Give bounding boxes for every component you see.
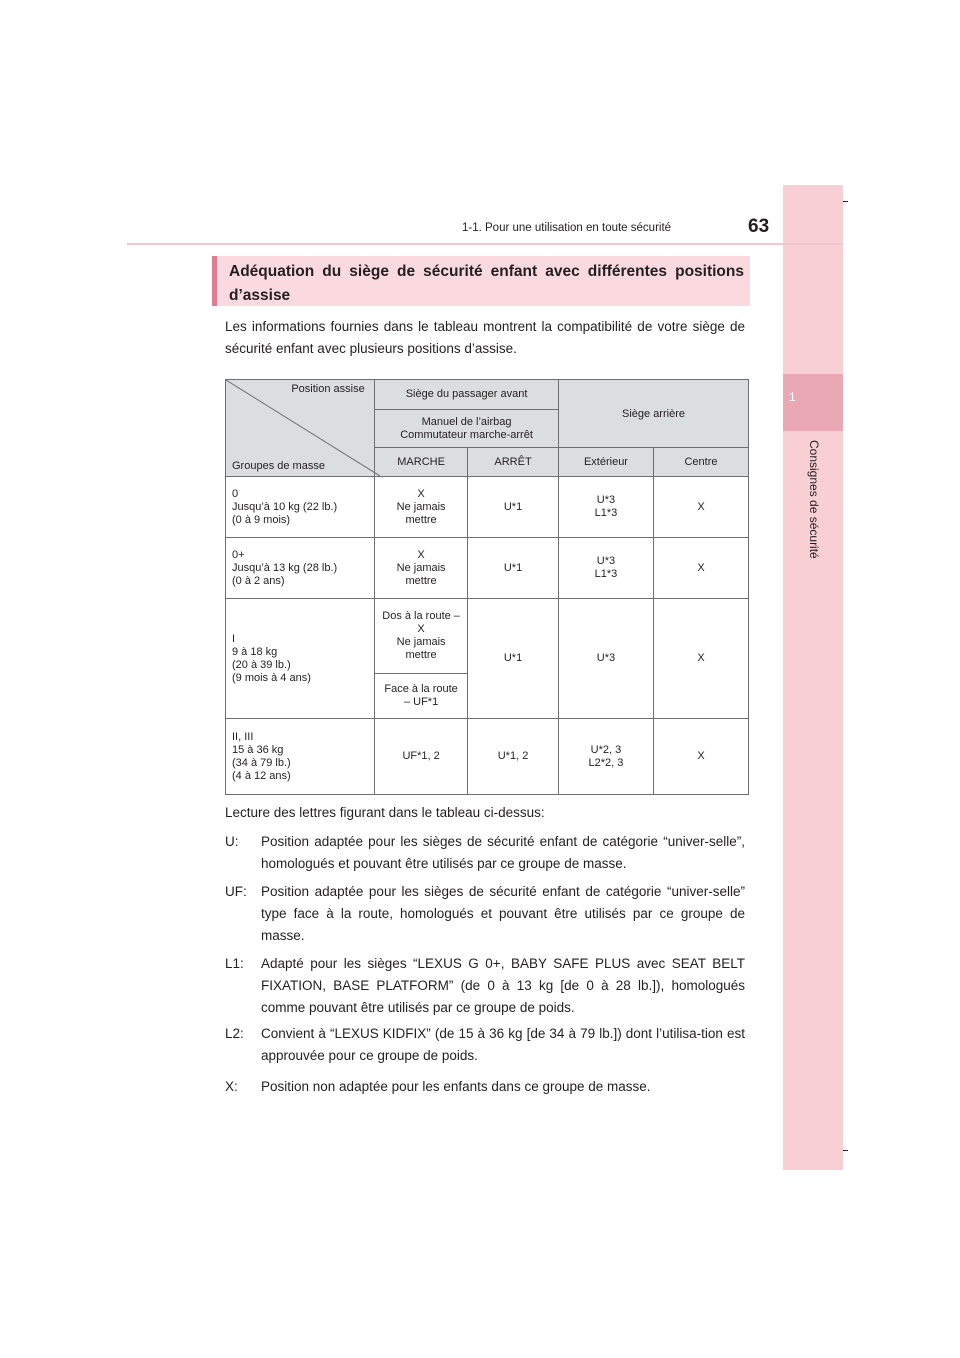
arret-cell: U*1: [468, 477, 559, 538]
group-age: (4 à 12 ans): [232, 769, 291, 782]
legend-item-l2: [225, 1023, 745, 1067]
marche-cell: UF*1, 2: [375, 719, 468, 795]
cell-note: Ne jamais mettre: [396, 500, 446, 526]
cell-value: U*3 L1*3: [594, 555, 618, 580]
group-age: (0 à 9 mois): [232, 513, 291, 526]
group-name: I: [232, 632, 236, 645]
exterieur-cell: [558, 477, 653, 538]
airbag-switch-label: Manuel de l’airbag Commutateur marche-arrêt: [400, 415, 533, 441]
section-heading: Adéquation du siège de sécurité enfant avec différentes positions d’assise: [229, 263, 744, 304]
group-age: (9 mois à 4 ans): [232, 671, 311, 684]
group-age: (0 à 2 ans): [232, 574, 285, 587]
table-corner-cell: [226, 380, 375, 477]
group-cell: [226, 599, 375, 719]
group-cell: [226, 477, 375, 538]
compatibility-table: [225, 379, 749, 795]
cell-note: Ne jamais mettre: [396, 561, 446, 587]
col-exterieur: Extérieur: [558, 448, 653, 477]
section-title: 1-1. Pour une utilisation en toute sécurité: [462, 222, 672, 234]
legend-text: Position non adaptée pour les enfants dans ce groupe de masse.: [261, 1079, 651, 1094]
legend-key: L2:: [225, 1026, 244, 1041]
exterieur-cell: [558, 538, 653, 599]
legend-item-x: [225, 1076, 745, 1098]
legend-intro: Lecture des lettres figurant dans le tableau ci-dessus:: [225, 805, 545, 820]
group-name: 0+: [232, 548, 245, 561]
cell-value: U*2, 3 L2*2, 3: [588, 743, 624, 769]
centre-cell: X: [653, 538, 748, 599]
table-row: [226, 719, 749, 795]
group-weight-lb: (34 à 79 lb.): [232, 756, 291, 769]
marche-rear-facing-cell: [375, 599, 468, 674]
intro-paragraph: Les informations fournies dans le tableau montrent la compatibilité de votre siège de sécurité enfant avec plusieurs positions d’assise.: [225, 319, 745, 356]
legend-item-l1: [225, 953, 745, 1019]
airbag-switch-header: [375, 409, 559, 448]
mass-group-label: Groupes de masse: [232, 460, 325, 472]
arret-cell: U*1: [468, 599, 559, 719]
group-name: 0: [232, 487, 239, 500]
page-number: 63: [748, 216, 770, 237]
table-row: [226, 538, 749, 599]
section-heading-box: [212, 256, 750, 306]
exterieur-cell: [558, 719, 653, 795]
cell-value: Dos à la route – X: [382, 610, 460, 635]
position-label: Position assise: [291, 383, 365, 395]
marche-forward-facing-cell: [375, 674, 468, 719]
cell-value: U*3 L1*3: [594, 494, 618, 519]
legend-key: X:: [225, 1079, 238, 1094]
marche-cell: [375, 477, 468, 538]
exterieur-cell: U*3: [558, 599, 653, 719]
group-weight: 9 à 18 kg: [232, 645, 278, 658]
chapter-number: 1: [789, 390, 796, 404]
marche-cell: [375, 538, 468, 599]
group-name: II, III: [232, 730, 254, 743]
legend-key: UF:: [225, 884, 247, 899]
cell-value: Face à la route – UF*1: [384, 683, 458, 708]
chapter-side-band: [783, 185, 843, 1170]
legend-text: Adapté pour les sièges “LEXUS G 0+, BABY SAFE PLUS avec SEAT BELT FIXATION, BASE PLATFORM” (de 0 à 13 kg [de 0 à 28 lb.]), homologués comme pouvant être utilisés par ce groupe de poids.: [261, 956, 745, 1015]
legend-text: Position adaptée pour les sièges de sécurité enfant de catégorie “univer-selle” type face à la route, homologués et pouvant être utilisés par ce groupe de masse.: [261, 884, 745, 943]
legend-text: Convient à “LEXUS KIDFIX” (de 15 à 36 kg [de 34 à 79 lb.]) dont l’utilisa-tion est approuvée pour ce groupe de poids.: [261, 1026, 745, 1063]
legend-text: Position adaptée pour les sièges de sécurité enfant de catégorie “univer-selle”, homologués et pouvant être utilisés par ce groupe de masse.: [261, 834, 745, 871]
legend-key: L1:: [225, 956, 244, 971]
legend-key: U:: [225, 834, 239, 849]
group-weight: 15 à 36 kg: [232, 743, 284, 756]
rear-seat-header: Siège arrière: [558, 380, 748, 448]
arret-cell: U*1, 2: [468, 719, 559, 795]
col-marche: MARCHE: [375, 448, 468, 477]
table-row: [226, 599, 749, 674]
cell-note: Ne jamais mettre: [396, 636, 446, 661]
group-cell: [226, 719, 375, 795]
header-rule: [127, 243, 843, 245]
table-row: [226, 477, 749, 538]
chapter-label: Consignes de sécurité: [807, 440, 821, 559]
centre-cell: X: [653, 599, 748, 719]
passenger-seat-header: Siège du passager avant: [375, 380, 559, 410]
legend-item-u: [225, 831, 745, 875]
group-cell: [226, 538, 375, 599]
col-arret: ARRÊT: [468, 448, 559, 477]
centre-cell: X: [653, 477, 748, 538]
col-centre: Centre: [653, 448, 748, 477]
group-weight: Jusqu’à 10 kg (22 lb.): [232, 500, 338, 513]
cell-value: X: [417, 487, 425, 500]
legend-item-uf: [225, 881, 745, 947]
group-weight-lb: (20 à 39 lb.): [232, 658, 291, 671]
group-weight: Jusqu’à 13 kg (28 lb.): [232, 561, 338, 574]
cell-value: X: [417, 548, 425, 561]
centre-cell: X: [653, 719, 748, 795]
arret-cell: U*1: [468, 538, 559, 599]
